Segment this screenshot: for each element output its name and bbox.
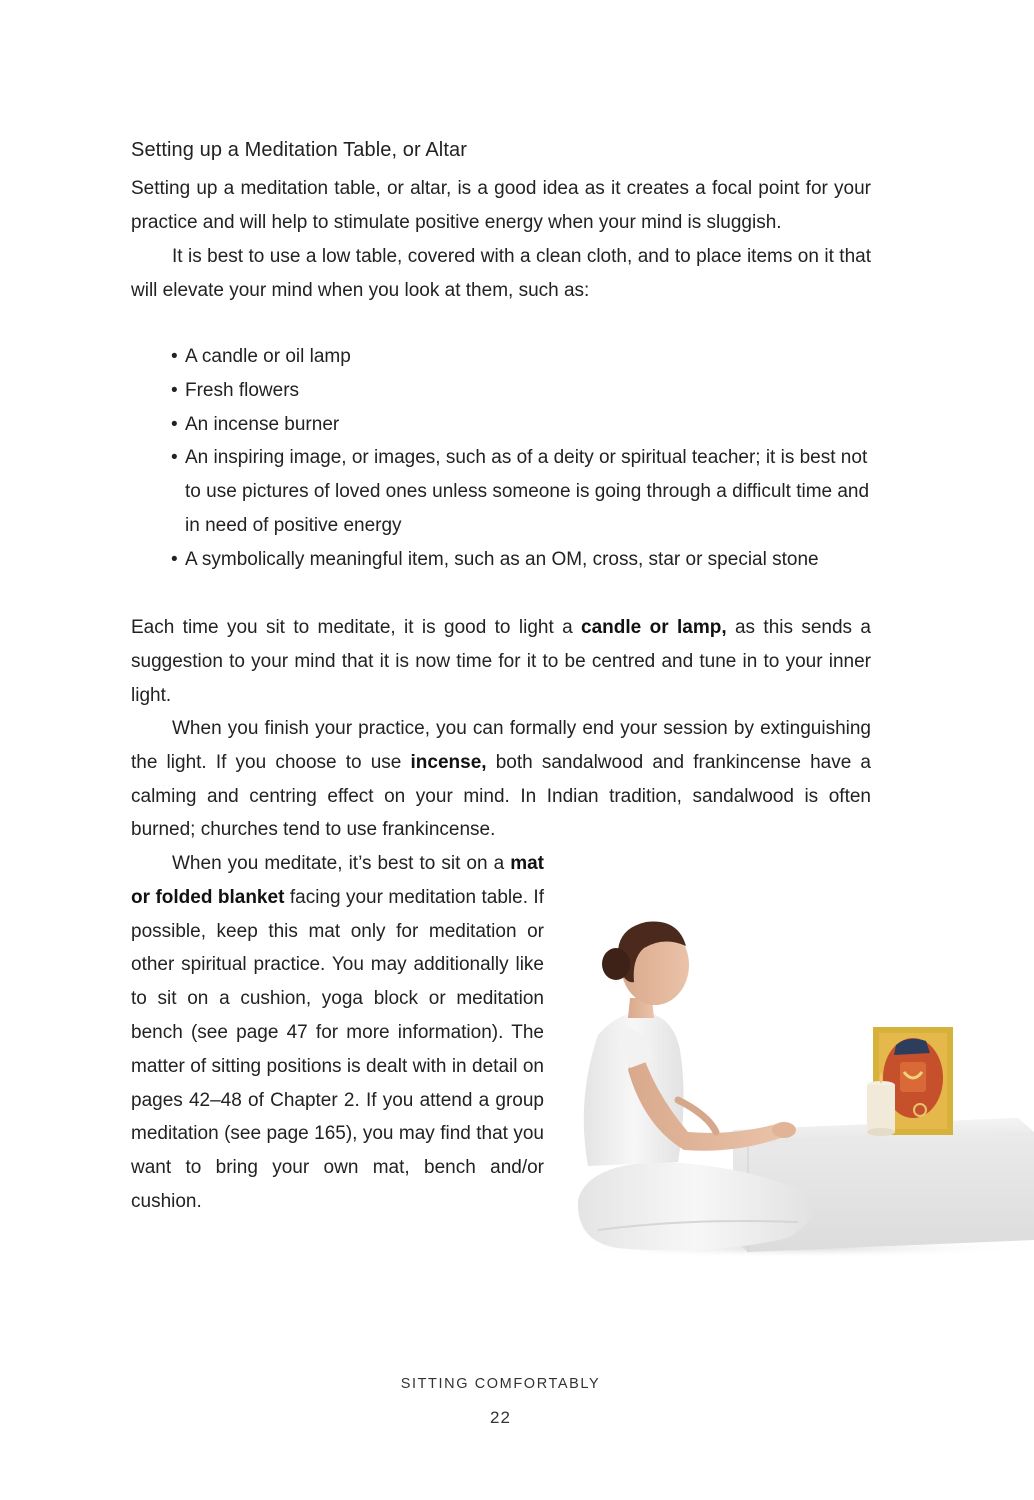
list-item: • An inspiring image, or images, such as of a deity or spiritual teacher; it is best not to use pictures of loved ones unless someone is going through a difficult time and in need of positive energy [171,441,871,542]
text-run: both sandalwood and frankincense have a calming and centring effect on your mind. In Indian tradition, sandalwood is often burned; churches tend to use frankincense. [131,751,871,841]
paragraph-intro [131,172,871,240]
meditating-woman [578,922,812,1251]
list-item: • An incense burner [171,408,871,442]
text-run: facing your meditation table. If possible, keep this mat only for meditation or other spiritual practice. You may additionally like to sit on a cushion, yoga block or meditation bench (see page 47 for more information). The matter of sitting positions is dealt with in detail on pages 42–48 of Chapter 2. If you attend a group meditation (see page 165), you may find that you want to bring your own mat, bench and/or cushion. [131,886,544,1212]
bold-term-mat: mat or folded blanket [131,853,544,908]
paragraph-incense [131,712,871,847]
meditation-photo [548,900,1034,1262]
bold-term-incense: incense, [410,751,487,773]
paragraph-incense-text [131,712,871,847]
page-number: 22 [490,1408,511,1427]
text-run: When you meditate, it’s best to sit on a [172,853,511,874]
list-item: • A candle or oil lamp [171,340,871,374]
paragraph-candle-text [131,611,871,712]
altar-items-list [171,340,871,577]
paragraph-candle [131,611,871,712]
text-run: When you finish your practice, you can formally end your session by extinguishing the light. If you choose to use [131,718,871,773]
paragraph-table-items [131,240,871,308]
paragraph-table-items-text: It is best to use a low table, covered with a clean cloth, and to place items on it that will elevate your mind when you look at them, such as: [131,246,871,301]
text-run: Each time you sit to meditate, it is good to light a [131,617,582,638]
section-heading: Setting up a Meditation Table, or Altar [131,139,467,161]
paragraph-mat-text [131,847,544,1219]
running-footer: SITTING COMFORTABLY [400,1376,601,1392]
text-run: as this sends a suggestion to your mind that it is now time for it to be centred and tune in to your inner light. [131,617,871,706]
paragraph-mat [131,847,544,1219]
bold-term-candle: candle or lamp, [581,617,727,638]
list-item: • Fresh flowers [171,374,871,408]
list-item: • A symbolically meaningful item, such as an OM, cross, star or special stone [171,543,871,577]
paragraph-intro-text: Setting up a meditation table, or altar, is a good idea as it creates a focal point for your practice and will help to stimulate positive energy when your mind is sluggish. [131,178,871,233]
